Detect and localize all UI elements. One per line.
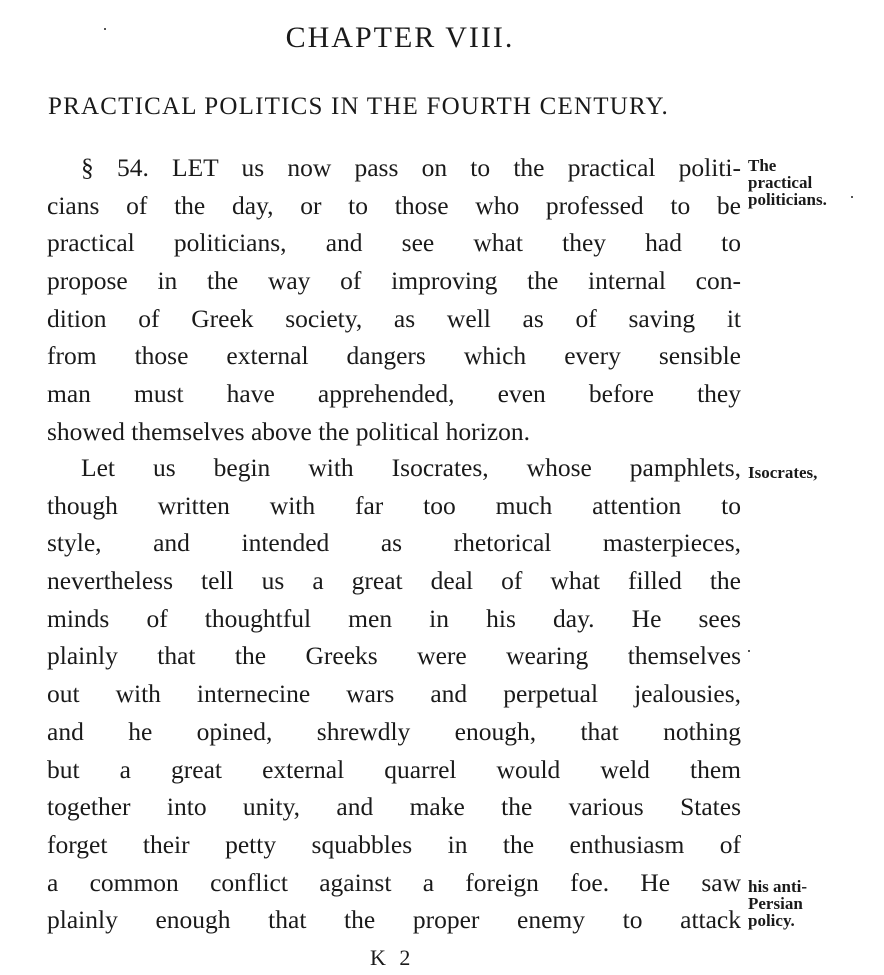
text-line: cians of the day, or to those who professed to be [47, 190, 741, 220]
sidenote-anti-persian-policy [748, 878, 807, 929]
chapter-title [48, 88, 748, 126]
title-initial: C [539, 93, 558, 120]
sidenote-isocrates [748, 464, 817, 481]
text-line: but a great external quarrel would weld them [47, 754, 741, 784]
chapter-heading: CHAPTER VIII. [285, 21, 515, 54]
paper-speck [748, 650, 750, 652]
text-line: minds of thoughtful men in his day. He sees [47, 603, 741, 633]
paper-speck [851, 196, 853, 198]
text-line: man must have apprehended, even before they [47, 379, 741, 409]
text-line: forget their petty squabbles in the enthusiasm of [47, 829, 741, 859]
text-line: dition of Greek society, as well as of saving it [47, 303, 741, 333]
title-initial: P [204, 93, 220, 120]
sidenote-line: politicians. [748, 190, 827, 209]
sidenote-line: his anti- [748, 877, 808, 896]
sidenote-practical-politicians [748, 157, 827, 208]
text-line: Let us begin with Isocrates, whose pamphlets, [81, 453, 741, 482]
printer-signature-mark: K 2 [370, 945, 415, 970]
text-line: a common conflict against a foreign foe. He saw [47, 867, 741, 897]
text-line: together into unity, and make the various States [47, 792, 741, 822]
sidenote-line: policy. [748, 911, 795, 930]
text-line: and he opined, shrewdly enough, that nothing [47, 716, 741, 746]
text-line: practical politicians, and see what they had to [47, 228, 741, 258]
title-word: ENTURY. [557, 93, 669, 120]
text-line: propose in the way of improving the internal con- [47, 266, 741, 296]
sidenote-line: practical [748, 173, 813, 192]
text-line: though written with far too much attention to [47, 490, 741, 520]
title-initial: F [426, 93, 442, 120]
title-initial: P [48, 93, 64, 120]
paragraph-isocrates [47, 449, 741, 939]
sidenote-line: Persian [748, 894, 803, 913]
text-line: nevertheless tell us a great deal of what filled the [47, 566, 741, 596]
title-word: RACTICAL [63, 93, 205, 120]
text-line: style, and intended as rhetorical masterpieces, [47, 528, 741, 558]
title-word: OLITICS IN THE [219, 93, 427, 120]
text-line: plainly that the Greeks were wearing themselves [47, 641, 741, 671]
text-line: § 54. LET us now pass on to the practical politi- [81, 153, 741, 182]
text-line: showed themselves above the political horizon. [47, 416, 530, 446]
text-line: plainly enough that the proper enemy to attack [47, 905, 741, 935]
text-line: from those external dangers which every sensible [47, 341, 741, 371]
paragraph-practical-politicians [47, 149, 741, 451]
text-line: out with internecine wars and perpetual jealousies, [47, 679, 741, 709]
sidenote-line: Isocrates, [748, 463, 818, 482]
paper-speck [104, 28, 106, 30]
sidenote-line: The [748, 156, 777, 175]
title-word: OURTH [441, 93, 540, 120]
